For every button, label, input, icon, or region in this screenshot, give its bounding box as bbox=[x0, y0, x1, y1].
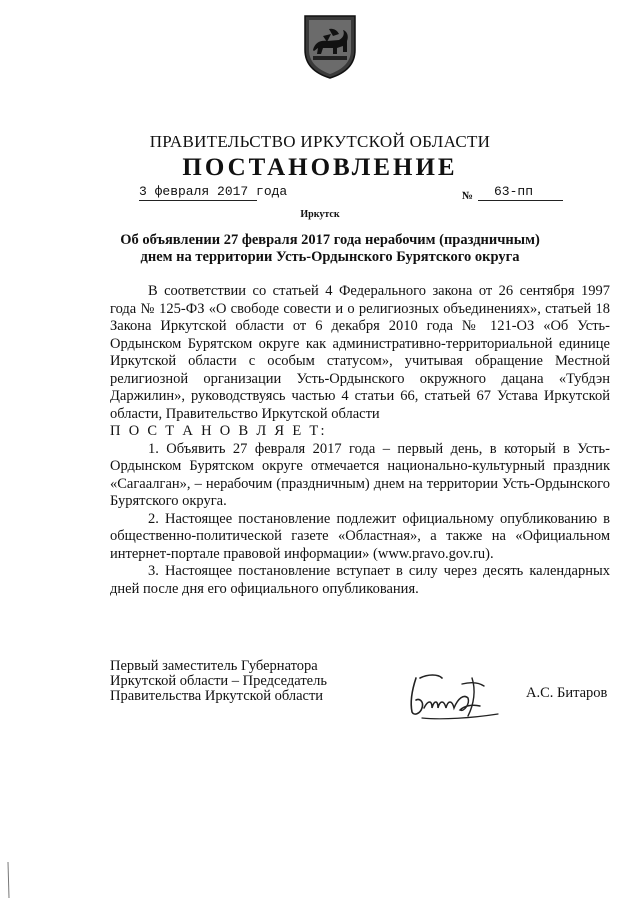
document-body bbox=[110, 283, 610, 598]
item-2: 2. Настоящее постановление подлежит официальному опубликованию в общественно-политической газете «Областная», а также на «Официальном интернет-портале правовой информации» (www.pravo.gov.ru). bbox=[110, 510, 610, 562]
city: Иркутск bbox=[300, 209, 340, 220]
number-sign: № bbox=[462, 190, 474, 202]
organization-name: ПРАВИТЕЛЬСТВО ИРКУТСКОЙ ОБЛАСТИ bbox=[149, 132, 491, 151]
signatory-position bbox=[110, 659, 327, 704]
scan-edge-mark bbox=[6, 860, 12, 900]
title-line-1: Об объявлении 27 февраля 2017 года нерабочим (праздничным) bbox=[120, 232, 540, 248]
item-1: 1. Объявить 27 февраля 2017 года – первый день, в который в Усть-Ордынском Бурятском округе отмечается национально-культурный праздник «Сагаалган», – нерабочим (праздничным) днем на территории Усть-Ордынского Бурятского округа. bbox=[110, 440, 610, 509]
document-number: 63-пп bbox=[478, 184, 563, 201]
document-date: 3 февраля 2017 года bbox=[139, 184, 288, 199]
position-line-2: Иркутской области – Председатель bbox=[110, 673, 327, 689]
document-type: ПОСТАНОВЛЕНИЕ bbox=[182, 154, 458, 181]
resolve-heading: П О С Т А Н О В Л Я Е Т: bbox=[110, 423, 327, 439]
handwritten-signature bbox=[402, 670, 512, 722]
item-3: 3. Настоящее постановление вступает в силу через десять календарных дней после дня его официального опубликования. bbox=[110, 563, 610, 597]
position-line-3: Правительства Иркутской области bbox=[110, 688, 324, 704]
document-title bbox=[100, 232, 560, 266]
signatory-name: А.С. Битаров bbox=[526, 685, 608, 701]
position-line-1: Первый заместитель Губернатора bbox=[110, 658, 318, 674]
irkutsk-coat-of-arms-icon bbox=[303, 14, 357, 80]
preamble: В соответствии со статьей 4 Федерального закона от 26 сентября 1997 года № 125-ФЗ «О свободе совести и о религиозных объединениях», статьей 18 Закона Иркутской области от 6 декабря 2010 года № 121-ОЗ «Об Усть-Ордынском Бурятском округе как административно-территориальной единице Иркутской области с особым статусом», учитывая обращение Местной религиозной организации Усть-Ордынского окружного дацана «Тубдэн Даржилин», руководствуясь частью 4 статьи 66, статьей 67 Устава Иркутской области, Правительство Иркутской области bbox=[110, 283, 610, 422]
title-line-2: днем на территории Усть-Ордынского Бурятского округа bbox=[140, 249, 520, 265]
